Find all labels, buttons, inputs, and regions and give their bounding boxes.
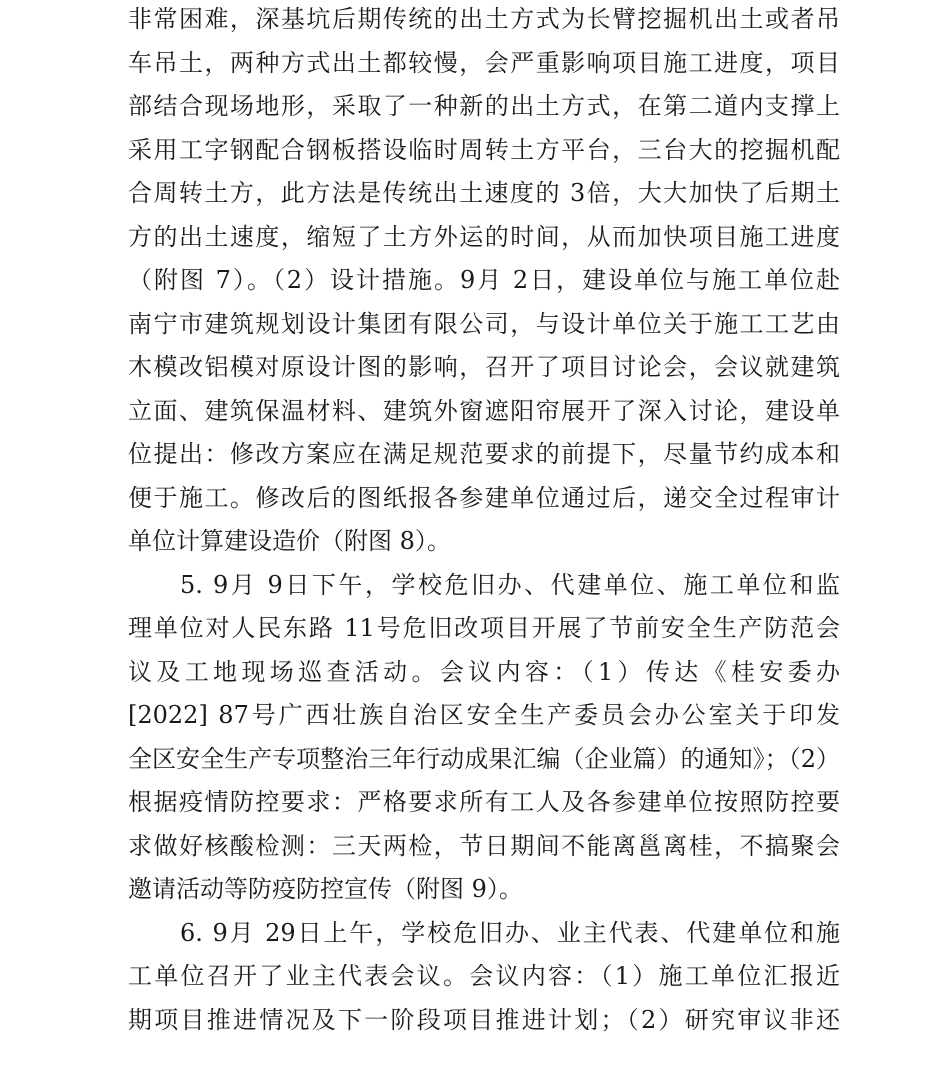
text-line: 车吊土，两种方式出土都较慢，会严重影响项目施工进度，项目 bbox=[128, 48, 840, 77]
text-line: 邀请活动等防疫防控宣传（附图 9）。 bbox=[128, 875, 523, 903]
text-line: 全区安全生产专项整治三年行动成果汇编（企业篇）的通知》；（2） bbox=[128, 744, 840, 773]
body-text bbox=[128, 0, 840, 1042]
text-line: 南宁市建筑规划设计集团有限公司，与设计单位关于施工工艺由 bbox=[128, 309, 840, 338]
text-line: 非常困难，深基坑后期传统的出土方式为长臂挖掘机出土或者吊 bbox=[128, 5, 840, 33]
paragraph-start-line: 5. 9月 9日下午，学校危旧办、代建单位、施工单位和监 bbox=[180, 570, 840, 599]
text-line: 位提出：修改方案应在满足规范要求的前提下，尽量节约成本和 bbox=[128, 440, 840, 468]
text-line: 议及工地现场巡查活动。会议内容：（1）传达《桂安委办 bbox=[128, 657, 840, 686]
text-line: （附图 7）。（2）设计措施。9月 2日，建设单位与施工单位赴 bbox=[128, 266, 840, 294]
text-line: 单位计算建设造价（附图 8）。 bbox=[128, 527, 451, 555]
text-line: 立面、建筑保温材料、建筑外窗遮阳帘展开了深入讨论，建设单 bbox=[128, 396, 840, 425]
paragraph-start-line: 6. 9月 29日上午，学校危旧办、业主代表、代建单位和施 bbox=[180, 918, 840, 947]
text-line: 根据疫情防控要求：严格要求所有工人及各参建单位按照防控要 bbox=[128, 788, 840, 816]
text-line: 工单位召开了业主代表会议。会议内容：（1）施工单位汇报近 bbox=[128, 962, 840, 990]
text-line: 期项目推进情况及下一阶段项目推进计划；（2）研究审议非还 bbox=[128, 1005, 840, 1034]
text-line: [2022] 87号广西壮族自治区安全生产委员会办公室关于印发 bbox=[128, 701, 840, 729]
text-line: 求做好核酸检测：三天两检，节日期间不能离邕离桂，不搞聚会 bbox=[128, 831, 840, 860]
text-line: 木模改铝模对原设计图的影响，召开了项目讨论会，会议就建筑 bbox=[128, 353, 840, 381]
text-line: 部结合现场地形，采取了一种新的出土方式，在第二道内支撑上 bbox=[128, 92, 840, 120]
text-line: 便于施工。修改后的图纸报各参建单位通过后，递交全过程审计 bbox=[128, 483, 840, 512]
text-line: 理单位对人民东路 11号危旧改项目开展了节前安全生产防范会 bbox=[128, 614, 840, 642]
text-line: 合周转土方，此方法是传统出土速度的 3倍，大大加快了后期土 bbox=[128, 179, 840, 207]
text-line: 采用工字钢配合钢板搭设临时周转土方平台，三台大的挖掘机配 bbox=[128, 135, 840, 164]
text-line: 方的出土速度，缩短了土方外运的时间，从而加快项目施工进度 bbox=[128, 222, 840, 251]
